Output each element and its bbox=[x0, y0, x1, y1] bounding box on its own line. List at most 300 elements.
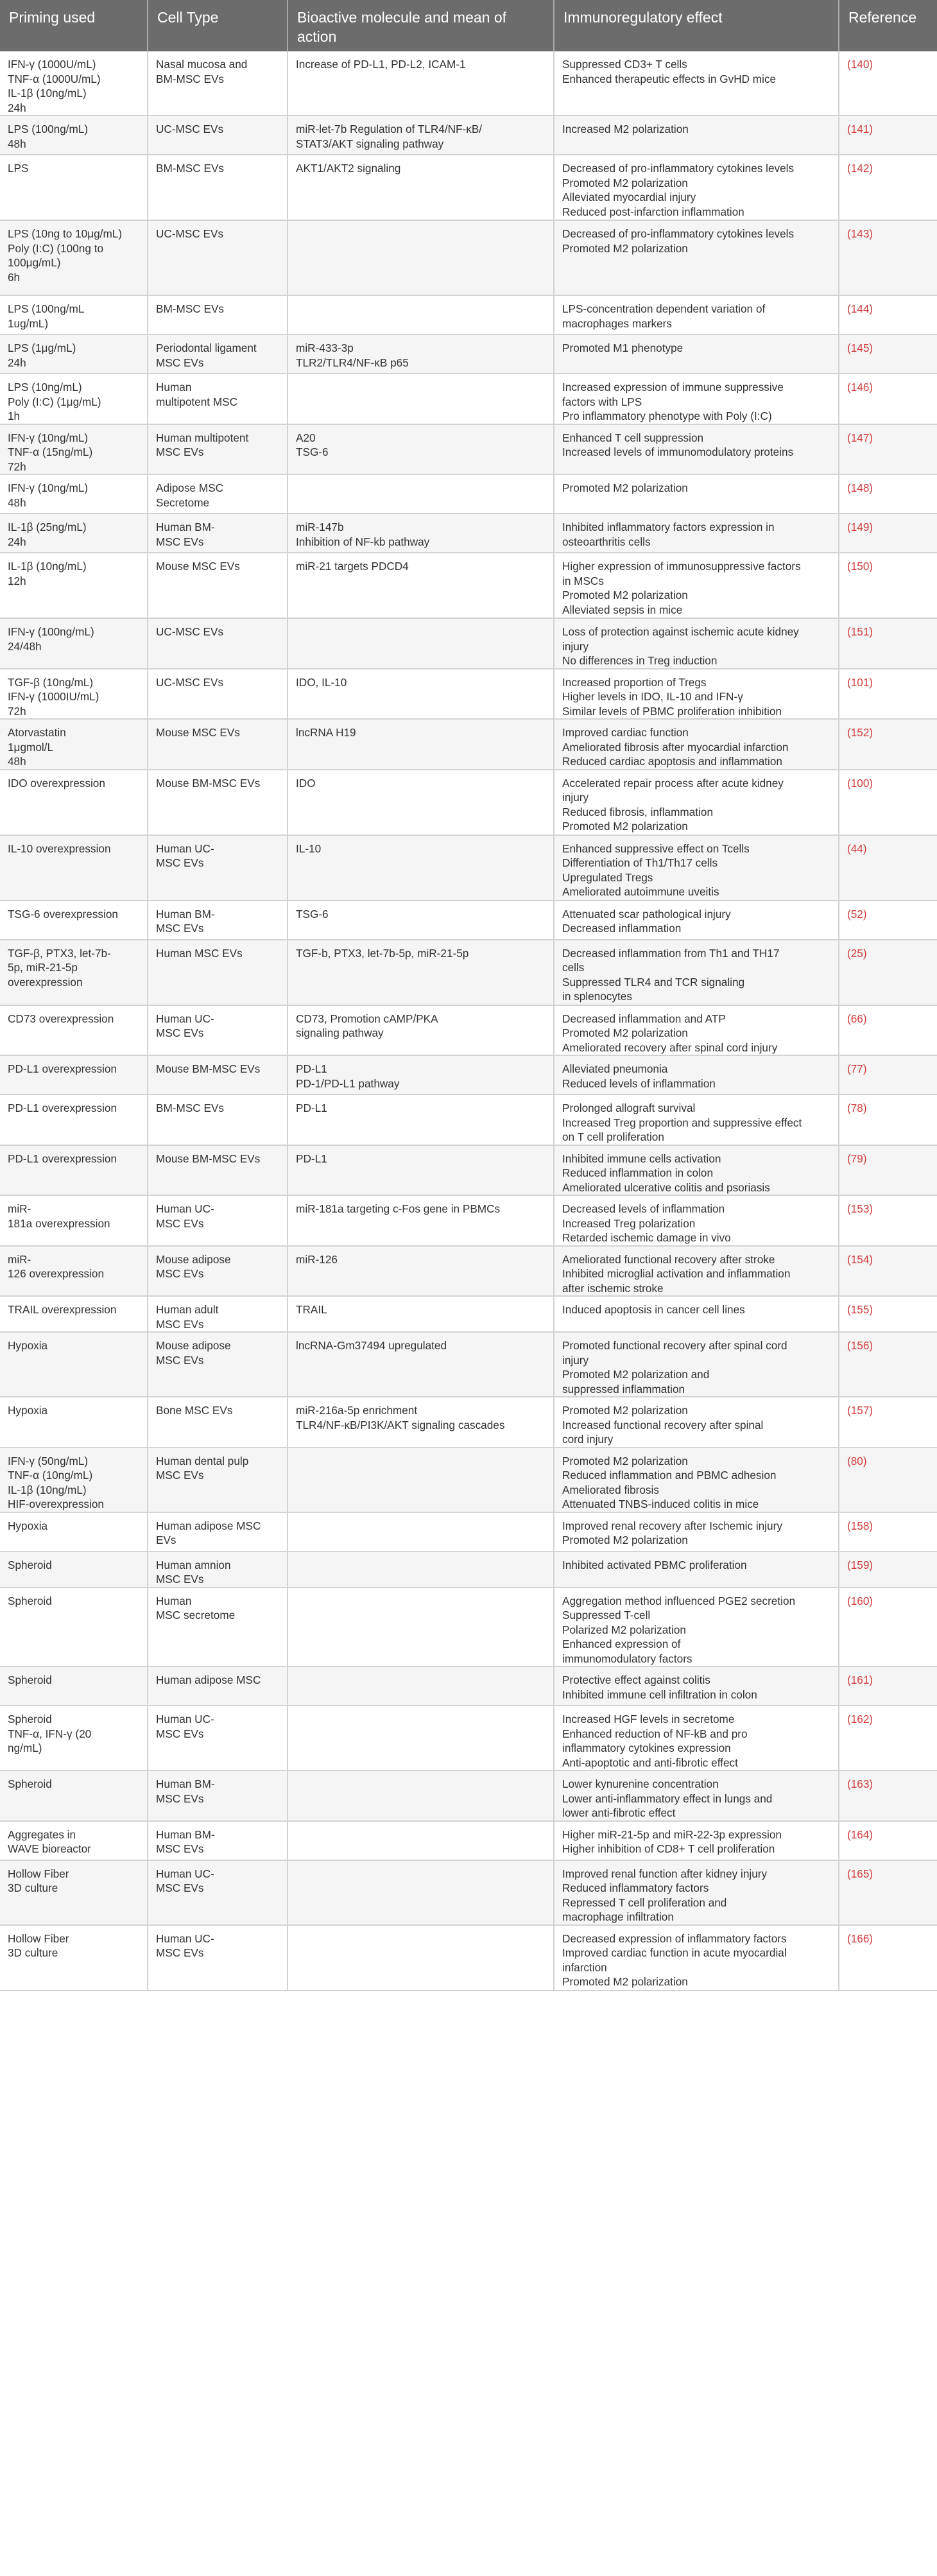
cell-line: STAT3/AKT signaling pathway bbox=[296, 137, 444, 150]
bioactive-molecule-cell bbox=[288, 1552, 554, 1587]
immunoregulatory-effect-cell bbox=[554, 835, 839, 901]
cell-line: Repressed T cell proliferation and bbox=[562, 1896, 727, 1909]
bioactive-molecule-cell bbox=[288, 1332, 554, 1397]
cell-line: Induced apoptosis in cancer cell lines bbox=[562, 1303, 745, 1316]
cell-line: Attenuated TNBS-induced colitis in mice bbox=[562, 1498, 759, 1510]
priming-used-cell bbox=[0, 334, 148, 374]
cell-line: BM-MSC EVs bbox=[156, 1102, 224, 1114]
priming-used-cell bbox=[0, 1397, 148, 1448]
cell-line: immunomodulatory factors bbox=[562, 1652, 692, 1665]
immunoregulatory-effect-cell bbox=[554, 1195, 839, 1246]
reference-link[interactable]: 140 bbox=[850, 58, 870, 71]
table-row bbox=[0, 514, 937, 553]
reference-cell: (152) bbox=[839, 719, 937, 770]
reference-link[interactable]: 141 bbox=[850, 123, 870, 135]
immunoregulatory-effect-cell bbox=[554, 1397, 839, 1448]
priming-used-cell bbox=[0, 1666, 148, 1706]
table-row bbox=[0, 1332, 937, 1397]
priming-used-cell bbox=[0, 1195, 148, 1246]
cell-line: Promoted M1 phenotype bbox=[562, 341, 683, 354]
reference-link[interactable]: 147 bbox=[850, 431, 870, 444]
cell-line: Increased Treg proportion and suppressive effect bbox=[562, 1116, 802, 1129]
priming-used-cell bbox=[0, 1094, 148, 1145]
cell-line: Increased HGF levels in secretome bbox=[562, 1713, 735, 1725]
table-row bbox=[0, 1246, 937, 1297]
cell-line: Suppressed CD3+ T cells bbox=[562, 58, 687, 71]
reference-cell: (161) bbox=[839, 1666, 937, 1706]
cell-line: MSC EVs bbox=[156, 1727, 204, 1740]
immunoregulatory-effect-cell bbox=[554, 770, 839, 835]
reference-cell: (80) bbox=[839, 1448, 937, 1512]
cell-line: 100μg/mL) bbox=[8, 256, 61, 269]
cell-line: BM-MSC EVs bbox=[156, 72, 224, 85]
cell-line: Promoted M2 polarization bbox=[562, 176, 688, 189]
cell-line: TSG-6 overexpression bbox=[8, 907, 118, 921]
reference-link[interactable]: 162 bbox=[850, 1713, 870, 1725]
cell-line: 126 overexpression bbox=[8, 1267, 105, 1280]
header-immunoregulatory-effect: Immunoregulatory effect bbox=[554, 0, 839, 51]
immunoregulatory-effect-cell bbox=[554, 1770, 839, 1821]
reference-cell: (25) bbox=[839, 940, 937, 1005]
header-bioactive-molecule: Bioactive molecule and mean of action bbox=[288, 0, 554, 51]
cell-line: IL-1β (25ng/mL) bbox=[8, 521, 87, 533]
cell-line: Higher inhibition of CD8+ T cell proliferation bbox=[562, 1842, 775, 1855]
cell-line: Reduced post-infarction inflammation bbox=[562, 205, 744, 218]
cell-line: osteoarthritis cells bbox=[562, 535, 651, 548]
table-row bbox=[0, 1296, 937, 1332]
reference-link[interactable]: 80 bbox=[850, 1454, 863, 1467]
cell-line: Similar levels of PBMC proliferation inhibition bbox=[562, 704, 782, 718]
cell-line: MSC EVs bbox=[156, 1842, 204, 1855]
cell-line: Polarized M2 polarization bbox=[562, 1623, 686, 1636]
reference-link[interactable]: 153 bbox=[850, 1202, 870, 1215]
immunoregulatory-effect-cell bbox=[554, 155, 839, 220]
cell-line: 3D culture bbox=[8, 1946, 58, 1959]
table-row bbox=[0, 374, 937, 424]
cell-line: miR-181a targeting c-Fos gene in PBMCs bbox=[296, 1202, 501, 1215]
cell-line: lncRNA-Gm37494 upregulated bbox=[296, 1339, 447, 1352]
priming-used-cell bbox=[0, 669, 148, 720]
cell-line: Bone MSC EVs bbox=[156, 1404, 233, 1417]
cell-line: UC-MSC EVs bbox=[156, 227, 224, 240]
reference-cell: (144) bbox=[839, 295, 937, 334]
priming-used-cell bbox=[0, 770, 148, 835]
cell-line: Pro inflammatory phenotype with Poly (I:C) bbox=[562, 410, 772, 422]
cell-line: 48h bbox=[8, 755, 26, 768]
reference-link[interactable]: 77 bbox=[850, 1062, 863, 1075]
priming-used-cell bbox=[0, 1770, 148, 1821]
cell-line: IFN-γ (10ng/mL) bbox=[8, 431, 89, 444]
reference-link[interactable]: 150 bbox=[850, 560, 870, 573]
cell-line: in splenocytes bbox=[562, 990, 632, 1003]
cell-line: Higher expression of immunosuppressive factors bbox=[562, 560, 801, 573]
cell-line: TGF-β (10ng/mL) bbox=[8, 675, 94, 689]
cell-line: Aggregation method influenced PGE2 secretion bbox=[562, 1594, 796, 1607]
table-row bbox=[0, 1512, 937, 1552]
reference-link[interactable]: 149 bbox=[850, 521, 870, 533]
table-row bbox=[0, 1821, 937, 1860]
reference-link[interactable]: 160 bbox=[850, 1594, 870, 1607]
immunoregulatory-effect-cell bbox=[554, 1246, 839, 1297]
cell-line: Adipose MSC bbox=[156, 481, 224, 494]
bioactive-molecule-cell bbox=[288, 770, 554, 835]
cell-line: IFN-γ (100ng/mL) bbox=[8, 625, 94, 638]
reference-link[interactable]: 155 bbox=[850, 1303, 870, 1316]
cell-line: PD-L1 overexpression bbox=[8, 1152, 117, 1165]
table-row bbox=[0, 220, 937, 295]
immunoregulatory-effect-cell bbox=[554, 1448, 839, 1512]
cell-line: Retarded ischemic damage in vivo bbox=[562, 1231, 731, 1244]
cell-line: TNF-α (10ng/mL) bbox=[8, 1469, 93, 1482]
table-row bbox=[0, 618, 937, 669]
immunoregulatory-effect-cell bbox=[554, 1552, 839, 1587]
reference-link[interactable]: 25 bbox=[850, 946, 863, 960]
cell-line: injury bbox=[562, 639, 589, 653]
reference-cell: (159) bbox=[839, 1552, 937, 1587]
cell-type-cell bbox=[148, 719, 288, 770]
table-row bbox=[0, 295, 937, 334]
reference-cell: (149) bbox=[839, 514, 937, 553]
reference-link[interactable]: 101 bbox=[850, 675, 870, 689]
cell-line: Poly (I:C) (100ng to bbox=[8, 241, 104, 255]
cell-line: Human adipose MSC bbox=[156, 1673, 261, 1686]
cell-type-cell bbox=[148, 1145, 288, 1196]
priming-used-cell bbox=[0, 514, 148, 553]
cell-line: Ameliorated ulcerative colitis and psoriasis bbox=[562, 1180, 770, 1194]
cell-line: Decreased levels of inflammation bbox=[562, 1202, 725, 1215]
cell-line: IDO bbox=[296, 776, 316, 790]
cell-line: Mouse MSC EVs bbox=[156, 560, 240, 573]
immunoregulatory-effect-cell bbox=[554, 1145, 839, 1196]
bioactive-molecule-cell bbox=[288, 220, 554, 295]
cell-line: UC-MSC EVs bbox=[156, 675, 224, 689]
cell-line: Lower kynurenine concentration bbox=[562, 1777, 719, 1790]
priming-used-cell bbox=[0, 51, 148, 116]
reference-link[interactable]: 154 bbox=[850, 1252, 870, 1266]
cell-type-cell bbox=[148, 374, 288, 424]
cell-line: Decreased inflammation bbox=[562, 922, 682, 935]
cell-line: MSC EVs bbox=[156, 356, 204, 369]
cell-line: Ameliorated fibrosis bbox=[562, 1483, 659, 1496]
cell-line: 24h bbox=[8, 356, 26, 369]
cell-type-cell bbox=[148, 940, 288, 1005]
cell-type-cell bbox=[148, 295, 288, 334]
reference-link[interactable]: 142 bbox=[850, 162, 870, 175]
immunoregulatory-effect-cell bbox=[554, 474, 839, 514]
reference-link[interactable]: 163 bbox=[850, 1777, 870, 1790]
cell-line: Human dental pulp bbox=[156, 1454, 249, 1467]
reference-cell: (79) bbox=[839, 1145, 937, 1196]
reference-link[interactable]: 156 bbox=[850, 1339, 870, 1352]
table-row bbox=[0, 1706, 937, 1770]
cell-line: cells bbox=[562, 961, 585, 974]
cell-line: Spheroid bbox=[8, 1594, 52, 1607]
cell-line: Spheroid bbox=[8, 1713, 52, 1725]
immunoregulatory-effect-cell bbox=[554, 116, 839, 155]
immunoregulatory-effect-cell bbox=[554, 1094, 839, 1145]
cell-line: Reduced inflammation and PBMC adhesion bbox=[562, 1469, 777, 1482]
cell-line: miR- bbox=[8, 1252, 31, 1266]
cell-line: Upregulated Tregs bbox=[562, 870, 653, 884]
priming-used-cell bbox=[0, 295, 148, 334]
reference-link[interactable]: 66 bbox=[850, 1012, 863, 1025]
reference-cell: (151) bbox=[839, 618, 937, 669]
immunoregulatory-effect-cell bbox=[554, 295, 839, 334]
cell-line: Suppressed TLR4 and TCR signaling bbox=[562, 975, 745, 989]
priming-used-cell bbox=[0, 1821, 148, 1860]
reference-link[interactable]: 164 bbox=[850, 1828, 870, 1841]
cell-line: LPS (100ng/mL bbox=[8, 302, 85, 315]
reference-link[interactable]: 151 bbox=[850, 625, 870, 638]
cell-line: 1ug/mL) bbox=[8, 316, 49, 330]
cell-line: macrophage infiltration bbox=[562, 1910, 674, 1923]
reference-cell: (160) bbox=[839, 1587, 937, 1667]
cell-line: 5p, miR-21-5p bbox=[8, 961, 78, 974]
cell-line: Human bbox=[156, 381, 192, 393]
cell-line: Reduced fibrosis, inflammation bbox=[562, 805, 714, 818]
cell-line: Spheroid bbox=[8, 1558, 52, 1571]
table-row bbox=[0, 940, 937, 1005]
immunoregulatory-effect-cell bbox=[554, 1587, 839, 1667]
immunoregulatory-effect-cell bbox=[554, 901, 839, 940]
cell-line: Ameliorated fibrosis after myocardial infarction bbox=[562, 740, 789, 754]
cell-line: Human UC- bbox=[156, 1012, 214, 1025]
cell-line: Prolonged allograft survival bbox=[562, 1102, 696, 1114]
cell-line: Attenuated scar pathological injury bbox=[562, 907, 731, 921]
cell-type-cell bbox=[148, 1448, 288, 1512]
immunoregulatory-effect-cell bbox=[554, 669, 839, 720]
cell-line: Human BM- bbox=[156, 1777, 215, 1790]
cell-line: PD-L1 bbox=[296, 1152, 327, 1165]
immunoregulatory-effect-cell bbox=[554, 1706, 839, 1770]
cell-line: lncRNA H19 bbox=[296, 726, 356, 739]
reference-cell: (166) bbox=[839, 1925, 937, 1991]
bioactive-molecule-cell bbox=[288, 374, 554, 424]
cell-line: Mouse adipose bbox=[156, 1339, 231, 1352]
cell-line: 6h bbox=[8, 270, 21, 284]
priming-used-cell bbox=[0, 1448, 148, 1512]
reference-link[interactable]: 100 bbox=[850, 776, 870, 790]
cell-line: 72h bbox=[8, 704, 26, 718]
cell-line: Nasal mucosa and bbox=[156, 58, 248, 71]
reference-cell: (156) bbox=[839, 1332, 937, 1397]
cell-line: No differences in Treg induction bbox=[562, 654, 718, 667]
cell-line: Improved cardiac function in acute myocardial bbox=[562, 1946, 787, 1959]
cell-line: IL-10 overexpression bbox=[8, 842, 111, 855]
cell-line: IFN-γ (10ng/mL) bbox=[8, 481, 89, 494]
reference-link[interactable]: 166 bbox=[850, 1932, 870, 1945]
bioactive-molecule-cell bbox=[288, 424, 554, 475]
cell-type-cell bbox=[148, 1397, 288, 1448]
cell-line: Alleviated sepsis in mice bbox=[562, 603, 683, 616]
cell-line: 1h bbox=[8, 410, 21, 422]
cell-line: macrophages markers bbox=[562, 316, 672, 330]
cell-line: MSC EVs bbox=[156, 1946, 204, 1959]
table-row bbox=[0, 51, 937, 116]
cell-line: 3D culture bbox=[8, 1881, 58, 1894]
reference-link[interactable]: 79 bbox=[850, 1152, 863, 1165]
cell-line: miR-126 bbox=[296, 1252, 338, 1266]
cell-line: LPS (1μg/mL) bbox=[8, 341, 76, 354]
immunoregulatory-effect-cell bbox=[554, 424, 839, 475]
cell-line: ng/mL) bbox=[8, 1742, 42, 1754]
immunoregulatory-effect-cell bbox=[554, 719, 839, 770]
cell-line: Human multipotent bbox=[156, 431, 249, 444]
cell-line: TRAIL overexpression bbox=[8, 1303, 117, 1316]
cell-type-cell bbox=[148, 669, 288, 720]
cell-line: Enhanced reduction of NF-kB and pro bbox=[562, 1727, 748, 1740]
immunoregulatory-effect-cell bbox=[554, 553, 839, 618]
bioactive-molecule-cell bbox=[288, 1055, 554, 1094]
cell-line: IDO, IL-10 bbox=[296, 675, 347, 689]
cell-line: IL-1β (10ng/mL) bbox=[8, 560, 87, 573]
immunoregulatory-effect-cell bbox=[554, 618, 839, 669]
reference-link[interactable]: 145 bbox=[850, 341, 870, 354]
cell-line: Poly (I:C) (1μg/mL) bbox=[8, 395, 101, 408]
cell-line: suppressed inflammation bbox=[562, 1382, 685, 1396]
reference-cell: (164) bbox=[839, 1821, 937, 1860]
priming-used-cell bbox=[0, 553, 148, 618]
cell-line: Increased functional recovery after spinal bbox=[562, 1418, 764, 1431]
cell-type-cell bbox=[148, 51, 288, 116]
cell-line: MSC EVs bbox=[156, 1573, 204, 1586]
reference-link[interactable]: 144 bbox=[850, 302, 870, 315]
reference-link[interactable]: 157 bbox=[850, 1404, 870, 1417]
cell-line: IFN-γ (50ng/mL) bbox=[8, 1454, 89, 1467]
reference-cell: (165) bbox=[839, 1860, 937, 1925]
cell-line: UC-MSC EVs bbox=[156, 123, 224, 135]
cell-line: MSC secretome bbox=[156, 1609, 236, 1621]
cell-type-cell bbox=[148, 1055, 288, 1094]
reference-link[interactable]: 159 bbox=[850, 1558, 870, 1571]
cell-line: Promoted M2 polarization bbox=[562, 1026, 688, 1039]
reference-link[interactable]: 165 bbox=[850, 1867, 870, 1880]
cell-line: Increase of PD-L1, PD-L2, ICAM-1 bbox=[296, 58, 466, 71]
cell-line: IFN-γ (1000U/mL) bbox=[8, 58, 96, 71]
immunoregulatory-effect-cell bbox=[554, 1296, 839, 1332]
cell-line: Decreased inflammation from Th1 and TH17 bbox=[562, 946, 780, 960]
bioactive-molecule-cell bbox=[288, 155, 554, 220]
table-row bbox=[0, 424, 937, 475]
cell-line: 48h bbox=[8, 137, 26, 150]
header-priming-used: Priming used bbox=[0, 0, 148, 51]
bioactive-molecule-cell bbox=[288, 1094, 554, 1145]
reference-link[interactable]: 44 bbox=[850, 842, 863, 855]
cell-line: PD-L1 overexpression bbox=[8, 1062, 117, 1075]
priming-used-cell bbox=[0, 424, 148, 475]
cell-line: TGF-b, PTX3, let-7b-5p, miR-21-5p bbox=[296, 946, 469, 960]
cell-type-cell bbox=[148, 1094, 288, 1145]
cell-line: Hypoxia bbox=[8, 1519, 48, 1532]
table-row bbox=[0, 1925, 937, 1991]
cell-line: TNF-α (15ng/mL) bbox=[8, 445, 93, 458]
cell-line: Promoted M2 polarization bbox=[562, 1975, 688, 1988]
cell-line: MSC EVs bbox=[156, 1881, 204, 1894]
cell-line: A20 bbox=[296, 431, 316, 444]
reference-cell: (147) bbox=[839, 424, 937, 475]
priming-used-cell bbox=[0, 719, 148, 770]
cell-line: Anti-apoptotic and anti-fibrotic effect bbox=[562, 1756, 738, 1769]
cell-line: on T cell proliferation bbox=[562, 1130, 664, 1143]
cell-line: after ischemic stroke bbox=[562, 1281, 664, 1295]
cell-line: AKT1/AKT2 signaling bbox=[296, 162, 401, 175]
reference-link[interactable]: 158 bbox=[850, 1519, 870, 1532]
priming-used-cell bbox=[0, 1145, 148, 1196]
cell-type-cell bbox=[148, 424, 288, 475]
cell-line: Reduced inflammation in colon bbox=[562, 1166, 714, 1179]
cell-line: lower anti-fibrotic effect bbox=[562, 1806, 676, 1819]
reference-cell: (148) bbox=[839, 474, 937, 514]
cell-line: Higher miR-21-5p and miR-22-3p expression bbox=[562, 1828, 782, 1841]
cell-line: Reduced inflammatory factors bbox=[562, 1881, 709, 1894]
priming-used-cell bbox=[0, 835, 148, 901]
cell-line: miR- bbox=[8, 1202, 31, 1215]
cell-line: Decreased of pro-inflammatory cytokines levels bbox=[562, 227, 795, 240]
reference-cell: (162) bbox=[839, 1706, 937, 1770]
cell-type-cell bbox=[148, 1860, 288, 1925]
reference-cell: (44) bbox=[839, 835, 937, 901]
reference-link[interactable]: 148 bbox=[850, 481, 870, 494]
cell-line: TNF-α (1000U/mL) bbox=[8, 72, 101, 85]
reference-link[interactable]: 152 bbox=[850, 726, 870, 739]
priming-used-cell bbox=[0, 901, 148, 940]
reference-link[interactable]: 78 bbox=[850, 1102, 863, 1114]
reference-link[interactable]: 52 bbox=[850, 907, 863, 921]
bioactive-molecule-cell bbox=[288, 1587, 554, 1667]
table-row bbox=[0, 155, 937, 220]
reference-cell: (142) bbox=[839, 155, 937, 220]
cell-type-cell bbox=[148, 1195, 288, 1246]
reference-cell: (157) bbox=[839, 1397, 937, 1448]
reference-link[interactable]: 146 bbox=[850, 381, 870, 393]
reference-cell: (100) bbox=[839, 770, 937, 835]
bioactive-molecule-cell bbox=[288, 618, 554, 669]
cell-type-cell bbox=[148, 1296, 288, 1332]
priming-used-cell bbox=[0, 1552, 148, 1587]
cell-line: inflammatory cytokines expression bbox=[562, 1742, 731, 1754]
reference-link[interactable]: 143 bbox=[850, 227, 870, 240]
bioactive-molecule-cell bbox=[288, 835, 554, 901]
immunoregulatory-effect-cell bbox=[554, 940, 839, 1005]
cell-line: cord injury bbox=[562, 1433, 614, 1446]
priming-used-cell bbox=[0, 1925, 148, 1991]
cell-line: Hypoxia bbox=[8, 1339, 48, 1352]
cell-line: Decreased of pro-inflammatory cytokines levels bbox=[562, 162, 795, 175]
cell-line: Inhibited immune cells activation bbox=[562, 1152, 721, 1165]
table-row bbox=[0, 719, 937, 770]
cell-line: CD73, Promotion cAMP/PKA bbox=[296, 1012, 438, 1025]
cell-line: IL-1β (10ng/mL) bbox=[8, 87, 87, 99]
cell-line: TRAIL bbox=[296, 1303, 327, 1316]
immunoregulatory-effect-cell bbox=[554, 334, 839, 374]
cell-type-cell bbox=[148, 1706, 288, 1770]
bioactive-molecule-cell bbox=[288, 295, 554, 334]
immunoregulatory-effect-cell bbox=[554, 514, 839, 553]
cell-line: LPS (10ng to 10μg/mL) bbox=[8, 227, 123, 240]
reference-cell: (52) bbox=[839, 901, 937, 940]
reference-cell: (77) bbox=[839, 1055, 937, 1094]
cell-line: Decreased expression of inflammatory factors bbox=[562, 1932, 787, 1945]
reference-link[interactable]: 161 bbox=[850, 1673, 870, 1686]
cell-line: 48h bbox=[8, 496, 26, 509]
cell-line: IL-10 bbox=[296, 842, 322, 855]
table-row bbox=[0, 1666, 937, 1706]
cell-line: Mouse BM-MSC EVs bbox=[156, 1152, 261, 1165]
cell-line: miR-216a-5p enrichment bbox=[296, 1404, 418, 1417]
cell-line: factors with LPS bbox=[562, 395, 642, 408]
cell-line: Increased proportion of Tregs bbox=[562, 675, 707, 689]
priming-used-cell bbox=[0, 1860, 148, 1925]
